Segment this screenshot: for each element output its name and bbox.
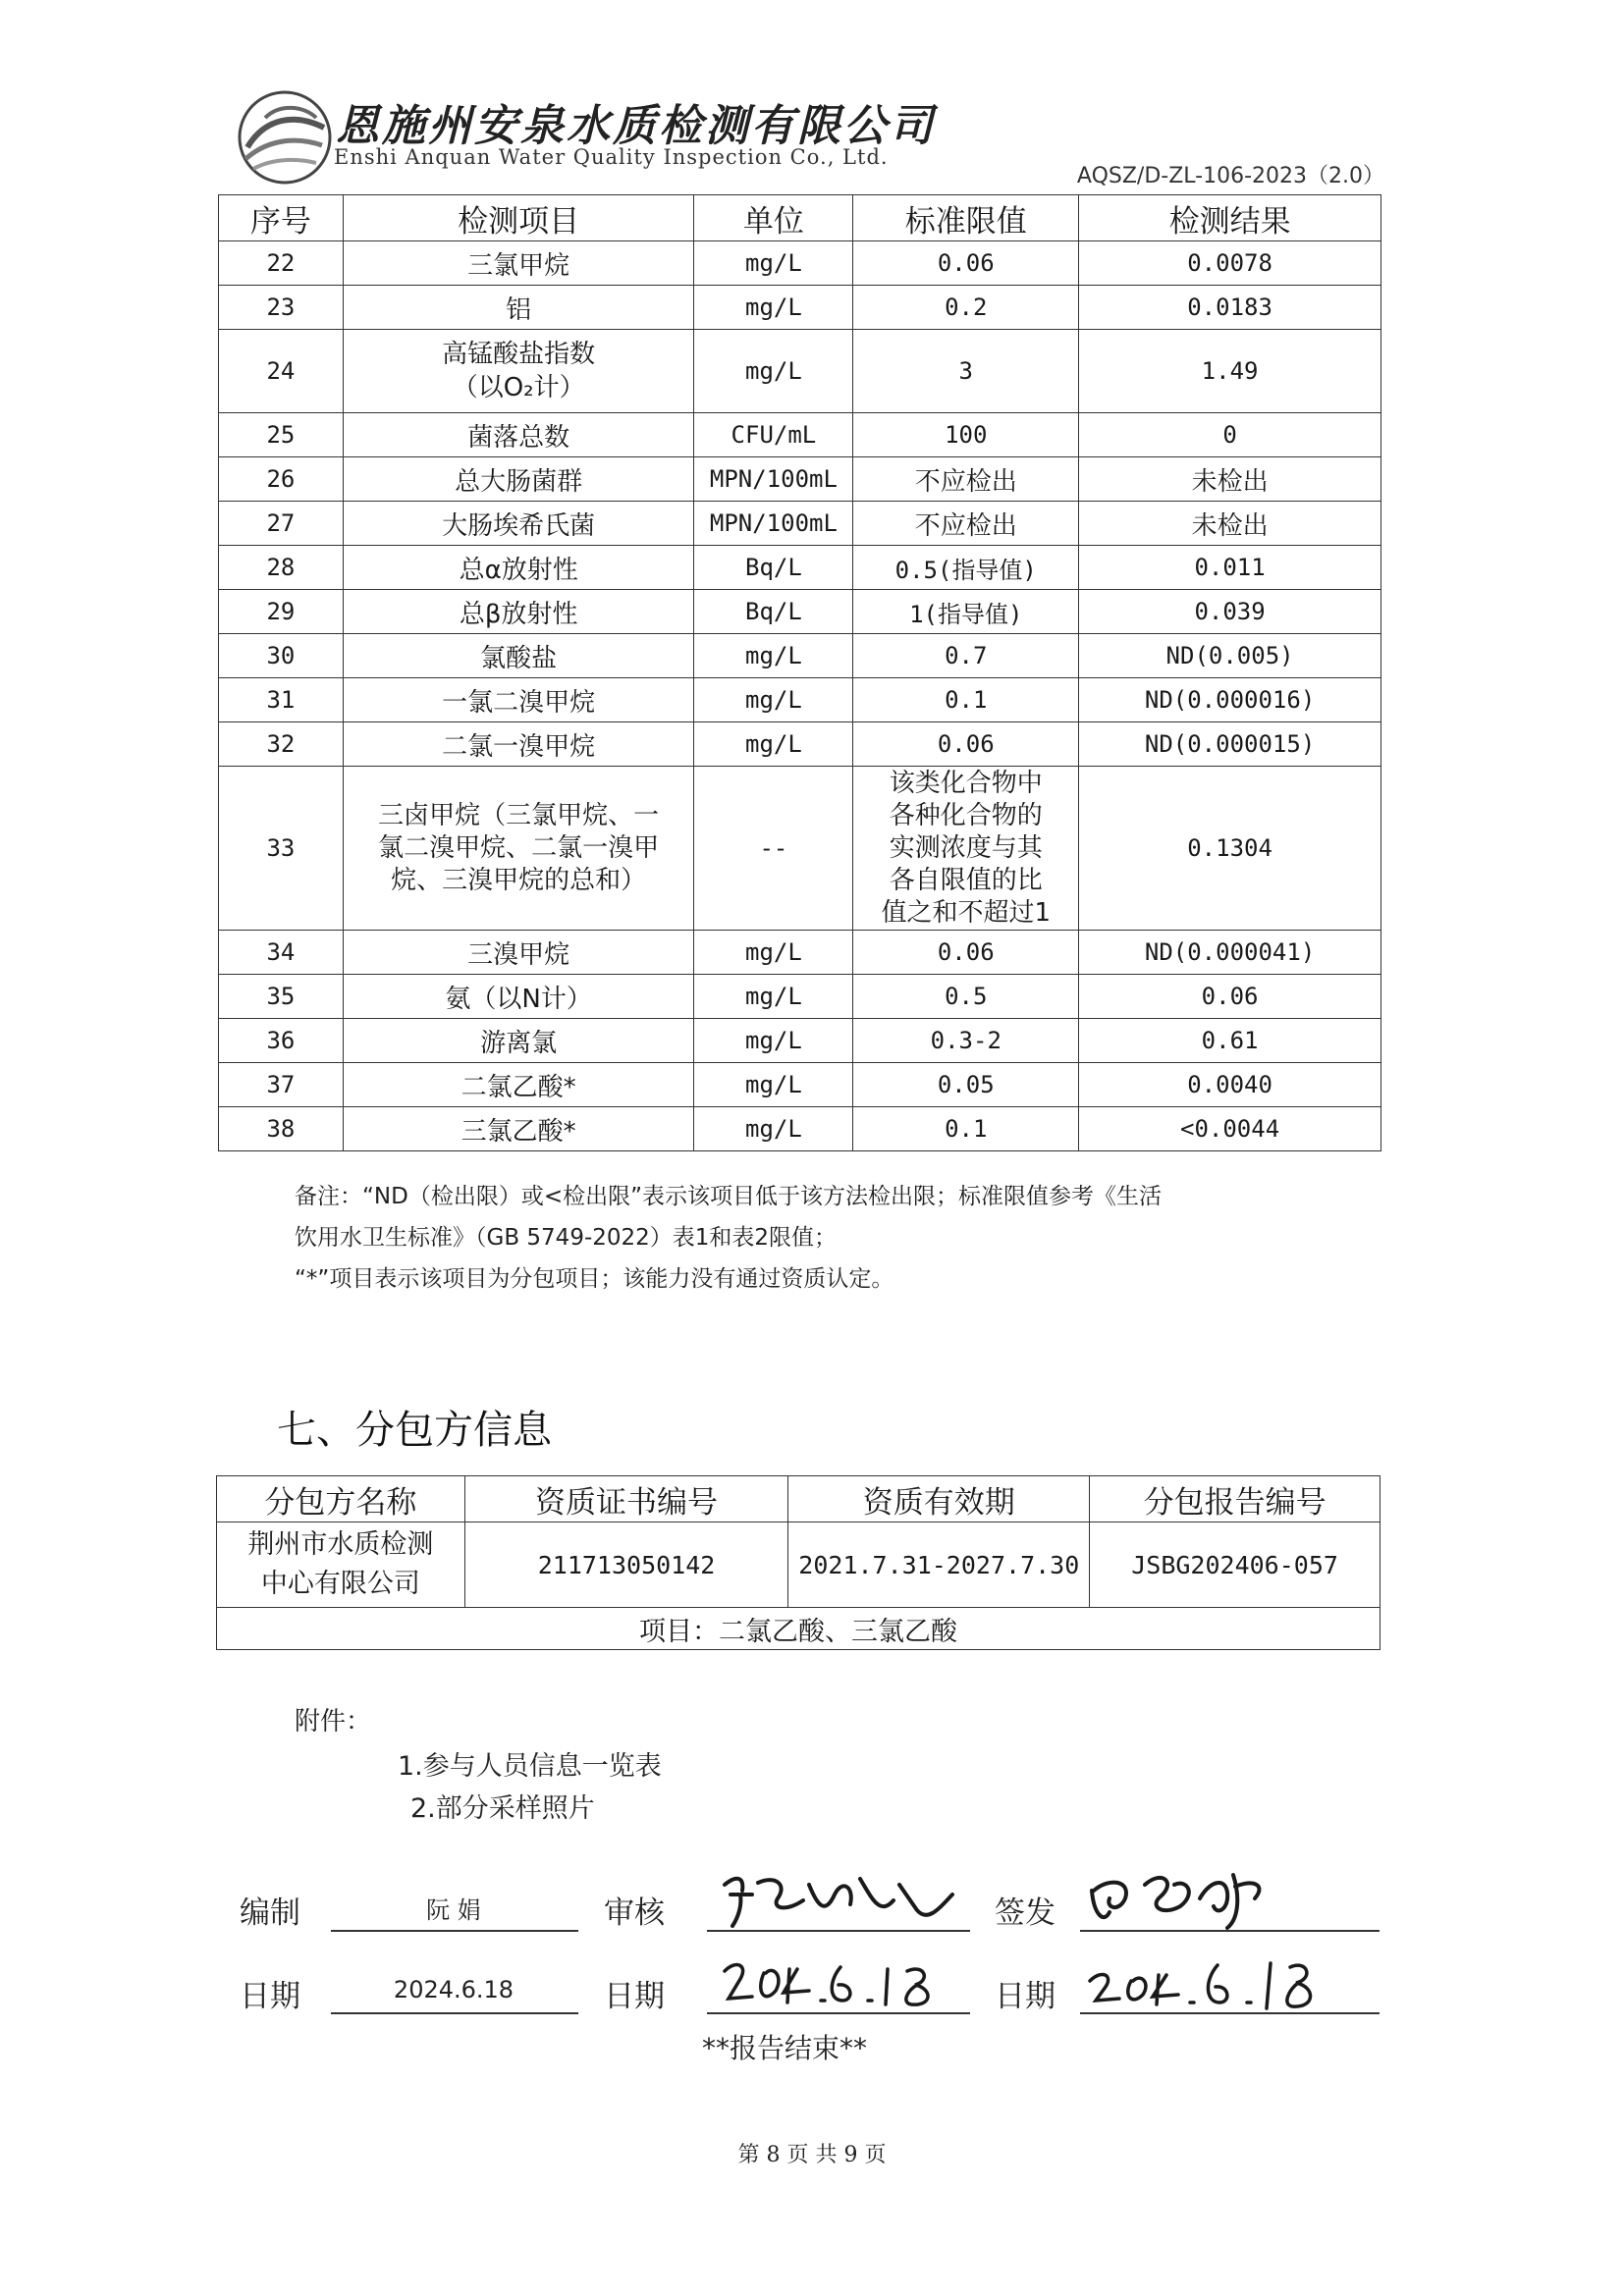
compile-name: 阮 娟 [426,1896,481,1924]
row-no: 28 [219,546,344,590]
row-result: 0.1304 [1079,767,1381,931]
document-code: AQSZ/D-ZL-106-2023（2.0） [1076,164,1384,188]
review-date-handwriting-icon [715,1951,960,2016]
table-row [219,502,1381,546]
row-result: ND(0.000016) [1079,678,1381,722]
table-row [219,634,1381,678]
row-unit: Bq/L [694,546,853,590]
row-item-line: 氯二溴甲烷、二氯一溴甲 [378,832,660,863]
row-item: 三氯甲烷 [343,241,694,286]
row-limit-line: 各种化合物的 [889,800,1043,830]
row-result: ND(0.000041) [1079,931,1381,975]
table-row [219,767,1381,931]
attachment-item: 2.部分采样照片 [410,1793,595,1824]
sub-name-line: 荆州市水质检测 [247,1529,434,1560]
date-label: 日期 [604,1979,665,2014]
row-limit: 0.5 [853,975,1079,1019]
row-item-line: 三卤甲烷（三氯甲烷、一 [378,800,660,830]
row-no: 26 [219,457,344,502]
row-item: 二氯乙酸* [343,1063,694,1107]
table-row [219,546,1381,590]
row-limit: 不应检出 [853,502,1079,546]
row-limit: 100 [853,413,1079,457]
row-no: 27 [219,502,344,546]
row-unit: MPN/100mL [694,502,853,546]
row-result: 0.011 [1079,546,1381,590]
issue-date-handwriting-icon [1080,1951,1335,2016]
page-number: 第 8 页 共 9 页 [737,2143,887,2167]
reviewer-signature-icon [707,1865,972,1934]
row-limit-line: 值之和不超过1 [881,897,1052,928]
row-item: 氯酸盐 [343,634,694,678]
table-row [219,678,1381,722]
report-end-mark: **报告结束** [702,2032,868,2064]
row-result: 0.0078 [1079,241,1381,286]
table-row [219,330,1381,413]
sub-items: 项目：二氯乙酸、三氯乙酸 [217,1608,1380,1650]
row-limit: 0.7 [853,634,1079,678]
remark-line: 饮用水卫生标准》（GB 5749-2022）表1和表2限值； [295,1225,838,1251]
row-item: 铝 [343,286,694,330]
table-header-row [217,1476,1380,1522]
table-row [219,931,1381,975]
row-result: 0.039 [1079,590,1381,634]
table-row [219,241,1381,286]
row-unit: mg/L [694,722,853,767]
row-limit: 不应检出 [853,457,1079,502]
subcontractor-table [216,1475,1380,1650]
row-limit: 0.06 [853,722,1079,767]
row-no: 31 [219,678,344,722]
row-no: 25 [219,413,344,457]
table-row [219,1019,1381,1063]
company-name-en: Enshi Anquan Water Quality Inspection Co., Ltd. [334,145,889,169]
validity: 2021.7.31-2027.7.30 [788,1522,1090,1608]
review-signature-line [707,1930,970,1932]
issue-signature-line [1080,1930,1380,1932]
row-item-line: （以O₂计） [452,373,585,402]
compile-label: 编制 [240,1896,300,1931]
row-unit: mg/L [694,678,853,722]
row-no: 35 [219,975,344,1019]
col-header-item: 检测项目 [343,195,694,241]
row-limit: 0.06 [853,931,1079,975]
row-result: 0.0183 [1079,286,1381,330]
col-header-cert-no: 资质证书编号 [464,1476,788,1522]
row-unit: mg/L [694,1063,853,1107]
row-limit: 0.05 [853,1063,1079,1107]
row-unit: mg/L [694,241,853,286]
remark-line: 备注：“ND（检出限）或<检出限”表示该项目低于该方法检出限；标准限值参考《生活 [295,1184,1163,1209]
table-row [219,975,1381,1019]
letterhead [236,77,1384,194]
issue-label: 签发 [995,1896,1056,1931]
row-limit: 0.2 [853,286,1079,330]
table-header-row [219,195,1381,241]
row-no: 24 [219,330,344,413]
col-header-validity: 资质有效期 [788,1476,1090,1522]
row-no: 33 [219,767,344,931]
row-unit: mg/L [694,634,853,678]
row-result: ND(0.000015) [1079,722,1381,767]
row-unit: CFU/mL [694,413,853,457]
row-limit: 1(指导值) [853,590,1079,634]
review-date-line [707,2012,970,2014]
row-item: 大肠埃希氏菌 [343,502,694,546]
table-row [217,1608,1380,1650]
col-header-result: 检测结果 [1079,195,1381,241]
row-item: 总β放射性 [343,590,694,634]
row-unit: mg/L [694,1107,853,1151]
col-header-unit: 单位 [694,195,853,241]
row-result: <0.0044 [1079,1107,1381,1151]
row-unit: mg/L [694,286,853,330]
row-item-line: 烷、三溴甲烷的总和） [391,865,647,895]
row-limit [853,767,1079,931]
cert-no: 211713050142 [464,1522,788,1608]
row-limit-line: 各自限值的比 [889,865,1043,895]
review-label: 审核 [604,1896,665,1931]
table-row [219,286,1381,330]
row-limit-line: 该类化合物中 [889,768,1043,798]
remark-line: “*”项目表示该项目为分包项目；该能力没有通过资质认定。 [295,1266,894,1292]
row-no: 22 [219,241,344,286]
table-row [219,1063,1381,1107]
row-limit: 3 [853,330,1079,413]
table-row [219,457,1381,502]
row-limit: 0.5(指导值) [853,546,1079,590]
row-item: 菌落总数 [343,413,694,457]
attachment-item: 1.参与人员信息一览表 [398,1751,662,1782]
row-no: 37 [219,1063,344,1107]
row-result: 未检出 [1079,457,1381,502]
compile-date: 2024.6.18 [393,1976,514,2003]
report-no: JSBG202406-057 [1090,1522,1380,1608]
row-result: 0 [1079,413,1381,457]
date-label: 日期 [240,1979,300,2014]
row-unit: mg/L [694,975,853,1019]
row-result: 0.61 [1079,1019,1381,1063]
row-unit: Bq/L [694,590,853,634]
row-item: 总大肠菌群 [343,457,694,502]
row-result: 0.06 [1079,975,1381,1019]
table-row [217,1522,1380,1608]
row-unit: MPN/100mL [694,457,853,502]
row-item: 三溴甲烷 [343,931,694,975]
row-unit: mg/L [694,1019,853,1063]
row-limit: 0.3-2 [853,1019,1079,1063]
company-name-cn: 恩施州安泉水质检测有限公司 [336,101,936,151]
section-title: 七、分包方信息 [277,1408,552,1453]
row-result: ND(0.005) [1079,634,1381,678]
row-no: 29 [219,590,344,634]
issuer-signature-icon [1080,1855,1316,1934]
company-logo-icon [236,88,334,187]
table-row [219,722,1381,767]
row-unit: -- [694,767,853,931]
row-result: 未检出 [1079,502,1381,546]
table-row [219,413,1381,457]
remarks [295,1176,1384,1300]
row-unit: mg/L [694,931,853,975]
row-item: 一氯二溴甲烷 [343,678,694,722]
table-row [219,1107,1381,1151]
row-item [343,767,694,931]
results-table [218,194,1381,1151]
row-item-line: 高锰酸盐指数 [442,340,596,369]
row-no: 32 [219,722,344,767]
col-header-limit: 标准限值 [853,195,1079,241]
row-item: 三氯乙酸* [343,1107,694,1151]
row-item: 游离氯 [343,1019,694,1063]
compile-date-line [331,2012,578,2014]
row-result: 0.0040 [1079,1063,1381,1107]
col-header-sub-name: 分包方名称 [217,1476,465,1522]
sub-name [217,1522,465,1608]
date-label: 日期 [995,1979,1056,2014]
row-item: 氨（以N计） [343,975,694,1019]
compile-signature-line [331,1930,578,1932]
row-no: 30 [219,634,344,678]
row-limit: 0.1 [853,678,1079,722]
issue-date-line [1080,2012,1380,2014]
row-item [343,330,694,413]
col-header-report-no: 分包报告编号 [1090,1476,1380,1522]
row-item: 二氯一溴甲烷 [343,722,694,767]
row-no: 36 [219,1019,344,1063]
table-row [219,590,1381,634]
row-no: 34 [219,931,344,975]
row-unit: mg/L [694,330,853,413]
row-item: 总α放射性 [343,546,694,590]
attachments-label: 附件： [295,1707,372,1736]
col-header-no: 序号 [219,195,344,241]
sub-name-line: 中心有限公司 [260,1569,420,1599]
row-limit: 0.1 [853,1107,1079,1151]
row-no: 38 [219,1107,344,1151]
row-limit: 0.06 [853,241,1079,286]
row-limit-line: 实测浓度与其 [889,832,1043,863]
row-no: 23 [219,286,344,330]
row-result: 1.49 [1079,330,1381,413]
